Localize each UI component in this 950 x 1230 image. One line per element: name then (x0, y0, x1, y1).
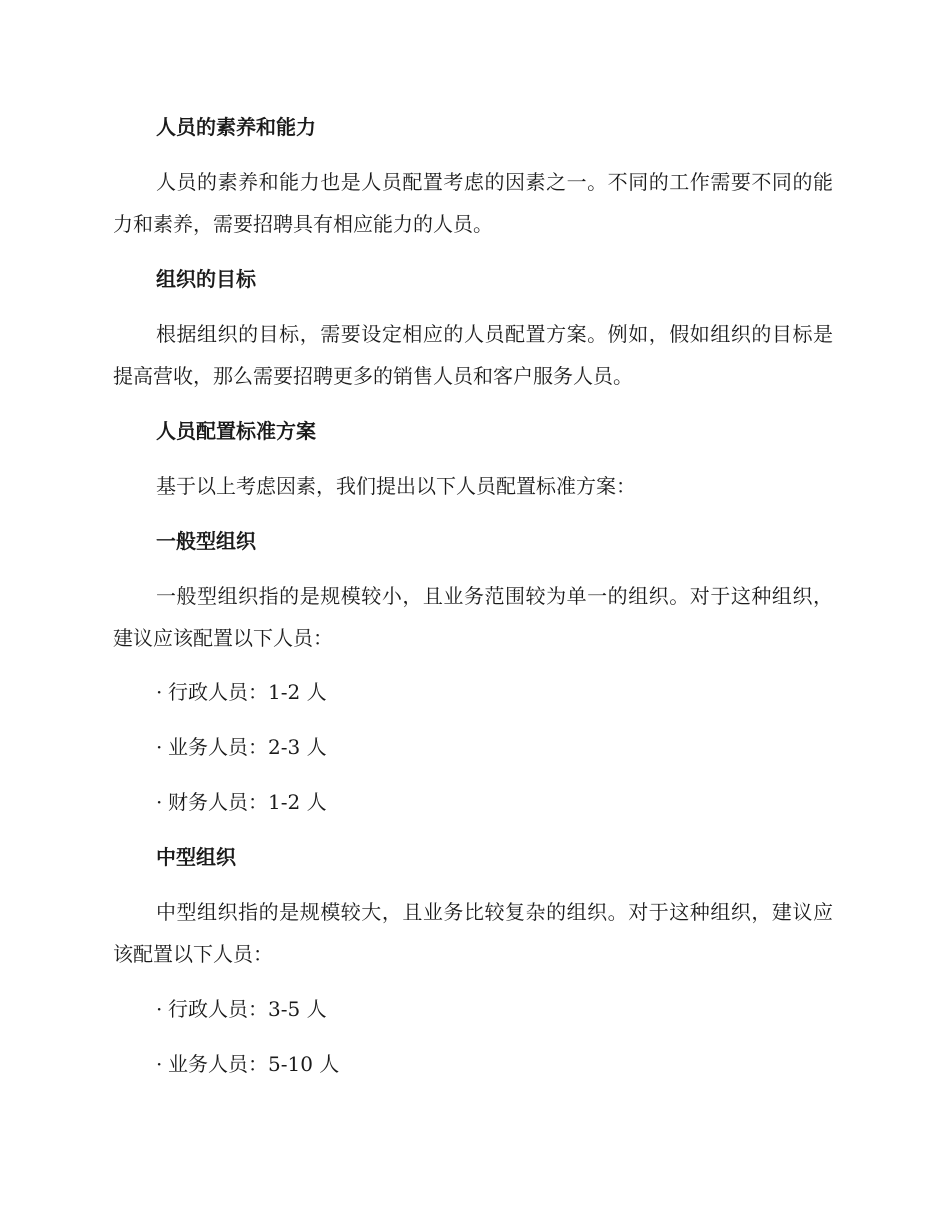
paragraph: 一般型组织指的是规模较小，且业务范围较为单一的组织。对于这种组织，建议应该配置以下人员： (113, 584, 833, 650)
bullet-icon: · (156, 790, 163, 814)
list-item (156, 995, 836, 1023)
section-heading: 中型组织 (156, 845, 236, 869)
list-item-text: 业务人员：2-3 人 (168, 735, 327, 759)
bullet-icon: · (156, 680, 163, 704)
list-item (156, 733, 836, 761)
list-item-text: 行政人员：1-2 人 (168, 680, 327, 704)
list-item-text: 业务人员：5-10 人 (168, 1052, 340, 1076)
paragraph: 中型组织指的是规模较大，且业务比较复杂的组织。对于这种组织，建议应该配置以下人员： (113, 900, 833, 966)
paragraph: 人员的素养和能力也是人员配置考虑的因素之一。不同的工作需要不同的能力和素养，需要招聘具有相应能力的人员。 (113, 170, 833, 236)
list-item (156, 1050, 836, 1078)
list-item-text: 财务人员：1-2 人 (168, 790, 327, 814)
section-heading: 一般型组织 (156, 529, 256, 553)
bullet-icon: · (156, 997, 163, 1021)
paragraph: 根据组织的目标，需要设定相应的人员配置方案。例如，假如组织的目标是提高营收，那么需要招聘更多的销售人员和客户服务人员。 (113, 322, 833, 388)
section-heading: 人员的素养和能力 (156, 115, 316, 139)
list-item-text: 行政人员：3-5 人 (168, 997, 327, 1021)
section-heading: 人员配置标准方案 (156, 419, 316, 443)
section-heading: 组织的目标 (156, 267, 256, 291)
list-item (156, 788, 836, 816)
bullet-icon: · (156, 1052, 163, 1076)
bullet-icon: · (156, 735, 163, 759)
list-item (156, 678, 836, 706)
paragraph: 基于以上考虑因素，我们提出以下人员配置标准方案： (156, 474, 636, 498)
